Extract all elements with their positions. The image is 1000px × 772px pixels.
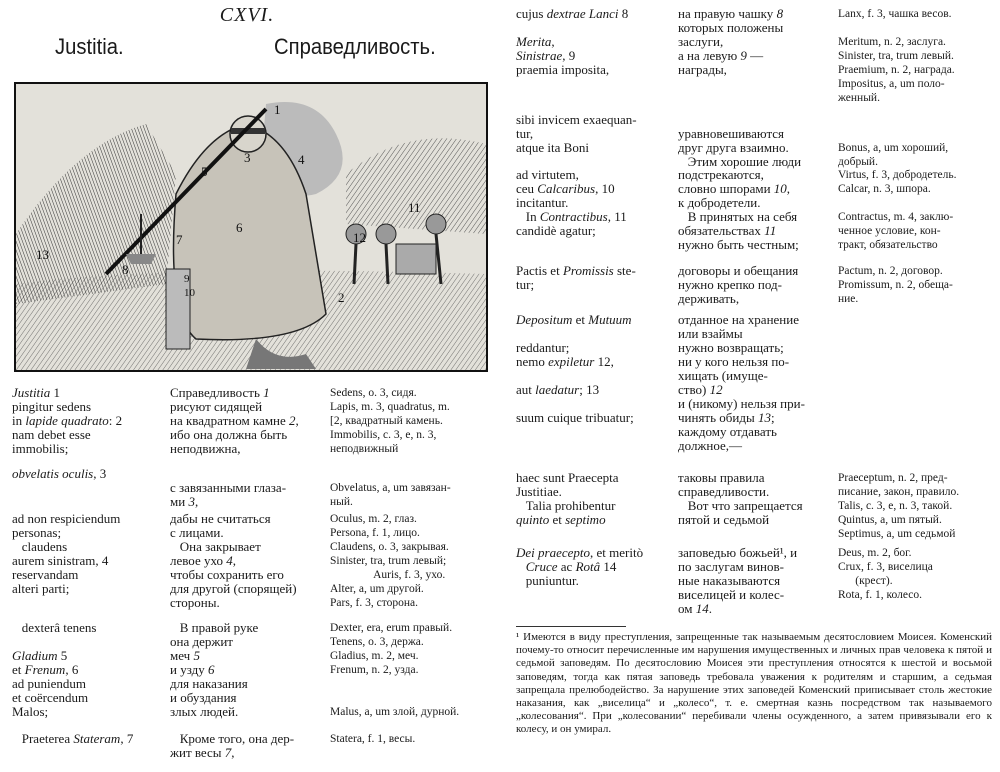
text-line: стороны. <box>170 595 220 610</box>
text-line: ные наказываются <box>678 573 781 588</box>
text-line: Rota, f. 1, колесо. <box>838 589 923 601</box>
text-line: чинять обиды 13; <box>678 410 775 425</box>
text-line: ибо она должна быть <box>170 427 288 442</box>
text-line: Frenum, n. 2, узда. <box>330 664 419 676</box>
text-line: ми 3, <box>170 494 199 509</box>
text-line <box>170 467 320 481</box>
left-gl-block <box>330 512 490 610</box>
text-line: personas; <box>12 525 62 540</box>
text-line <box>516 327 676 341</box>
text-line: aut laedatur; 13 <box>516 382 600 397</box>
right-rus-block <box>678 546 834 616</box>
text-line: Praeterea Stateram, 7 <box>12 731 134 746</box>
text-line: чтобы сохранить его <box>170 567 284 582</box>
text-line: Pactum, n. 2, договор. <box>838 265 943 277</box>
text-line: Praeceptum, n. 2, пред- <box>838 472 948 484</box>
text-line: ни у кого нельзя по- <box>678 354 790 369</box>
text-line: In Contractibus, 11 <box>516 209 627 224</box>
text-line: tur; <box>516 277 535 292</box>
text-line <box>838 21 998 35</box>
text-line: обязательствах 11 <box>678 223 777 238</box>
text-line: Statera, f. 1, весы. <box>330 733 416 745</box>
text-line: Этим хорошие люди <box>678 154 802 169</box>
text-line: Impositus, a, um поло- <box>838 78 945 90</box>
text-line: incitantur. <box>516 195 569 210</box>
text-line: подстрекаются, <box>678 167 764 182</box>
text-line: по заслугам винов- <box>678 559 784 574</box>
text-line: пятой и седьмой <box>678 512 770 527</box>
engraving-label: 1 <box>274 102 281 117</box>
text-line: держивать, <box>678 291 740 306</box>
text-line: Justitiae. <box>516 484 562 499</box>
right-lat-block <box>516 264 676 292</box>
text-line: Septimus, a, um седьмой <box>838 528 956 540</box>
text-line: отданное на хранение <box>678 312 799 327</box>
text-line: Claudens, o. 3, закрывая. <box>330 541 449 553</box>
text-line: ство) 12 <box>678 382 723 397</box>
text-line: dexterâ tenens <box>12 620 97 635</box>
engraving-label: 12 <box>353 230 366 245</box>
text-line: quinto et septimo <box>516 512 606 527</box>
left-rus-block <box>170 467 320 509</box>
text-line: с завязанными глаза- <box>170 480 287 495</box>
text-line: нужно возвращать; <box>678 340 784 355</box>
text-line <box>330 467 490 481</box>
text-line: Pars, f. 3, сторона. <box>330 597 418 609</box>
text-line: Вот что запрещается <box>678 498 803 513</box>
text-line: левое ухо 4, <box>170 553 236 568</box>
text-line: cujus dextrae Lanci 8 <box>516 6 629 21</box>
text-line: с лицами. <box>170 525 224 540</box>
text-line: Crux, f. 3, виселица <box>838 561 933 573</box>
text-line: Talia prohibentur <box>516 498 616 513</box>
right-gl-block <box>838 168 998 252</box>
text-line: или взаймы <box>678 326 743 341</box>
text-line: nemo expiletur 12, <box>516 354 614 369</box>
text-line: [2, квадратный камень. <box>330 415 443 427</box>
engraving-label: 7 <box>176 232 183 247</box>
text-line: ом 14. <box>678 601 712 616</box>
text-line: нужно быть честным; <box>678 237 799 252</box>
text-line: alteri parti; <box>12 581 70 596</box>
text-line: жит весы 7, <box>170 745 235 760</box>
engraving-label: 5 <box>201 164 208 179</box>
text-line: Dexter, era, erum правый. <box>330 622 453 634</box>
text-line: Tenens, o. 3, держа. <box>330 636 424 648</box>
text-line: а на левую 9 — <box>678 48 764 63</box>
text-line: заповедью божьей¹, и <box>678 545 798 560</box>
left-gl-block <box>330 621 490 719</box>
text-line: виселицей и колес- <box>678 587 785 602</box>
text-line: ad non respiciendum <box>12 511 121 526</box>
text-line <box>838 196 998 210</box>
text-line: praemia imposita, <box>516 62 610 77</box>
text-line <box>330 677 490 691</box>
text-line: рисуют сидящей <box>170 399 263 414</box>
text-line <box>516 397 676 411</box>
text-line: неподвижный <box>330 443 399 455</box>
right-lat-block <box>516 313 676 425</box>
text-line: Она закрывает <box>170 539 261 554</box>
engraving-label: 8 <box>122 262 129 277</box>
right-lat-block <box>516 546 676 588</box>
text-line: tur, <box>516 126 534 141</box>
text-line: et coërcendum <box>12 690 89 705</box>
text-line: добрый. <box>838 156 878 168</box>
text-line: Auris, f. 3, ухо. <box>330 569 446 581</box>
text-line: и обуздания <box>170 690 237 705</box>
text-line: Sinister, tra, trum левый; <box>330 555 447 567</box>
left-lat-block <box>12 386 162 456</box>
text-line: для другой (спорящей) <box>170 581 297 596</box>
right-rus-block <box>678 471 834 527</box>
text-line: неподвижна, <box>170 441 241 456</box>
engraving-label: 11 <box>408 200 421 215</box>
right-rus-block <box>678 113 834 169</box>
text-line: ный. <box>330 496 353 508</box>
engraving-label: 10 <box>184 287 195 299</box>
right-gl-block <box>838 264 998 306</box>
text-line: Malus, a, um злой, дурной. <box>330 706 460 718</box>
text-line: sibi invicem exaequan- <box>516 112 637 127</box>
right-lat-block <box>516 168 676 238</box>
text-line: Virtus, f. 3, добродетель. <box>838 169 957 181</box>
text-line: нужно крепко под- <box>678 277 782 292</box>
text-line: В принятых на себя <box>678 209 798 224</box>
text-line: Sinister, tra, trum левый. <box>838 50 954 62</box>
text-line: заслуги, <box>678 34 724 49</box>
text-line: Deus, m. 2, бог. <box>838 547 912 559</box>
text-line: Sinistrae, 9 <box>516 48 576 63</box>
text-line: claudens <box>12 539 68 554</box>
text-line: к добродетели. <box>678 195 761 210</box>
text-line: и узду 6 <box>170 662 215 677</box>
text-line: должное,— <box>678 438 743 453</box>
text-line: каждому отдавать <box>678 424 777 439</box>
text-line: В правой руке <box>170 620 259 635</box>
text-line: Oculus, m. 2, глаз. <box>330 513 417 525</box>
text-line: дабы не считаться <box>170 511 271 526</box>
text-line <box>12 635 162 649</box>
text-line: уравновешиваются <box>678 126 785 141</box>
text-line: хищать (имуще- <box>678 368 768 383</box>
text-line: справедливости. <box>678 484 770 499</box>
text-line: женный. <box>838 92 880 104</box>
text-line: Alter, a, um другой. <box>330 583 424 595</box>
text-line: злых людей. <box>170 704 239 719</box>
text-line: Obvelatus, a, um завязан- <box>330 482 451 494</box>
engraving-label: 4 <box>298 152 305 167</box>
text-line: Persona, f. 1, лицо. <box>330 527 420 539</box>
text-line: Lanx, f. 3, чашка весов. <box>838 8 952 20</box>
text-line: immobilis; <box>12 441 69 456</box>
left-gl-block <box>330 467 490 509</box>
text-line: договоры и обещания <box>678 263 799 278</box>
left-lat-block <box>12 732 162 746</box>
right-rus-block <box>678 7 834 77</box>
text-line: Praemium, n. 2, награда. <box>838 64 955 76</box>
text-line <box>516 21 676 35</box>
text-line: Dei praecepto, et meritò <box>516 545 644 560</box>
text-line: ние. <box>838 293 859 305</box>
text-line: ad virtutem, <box>516 167 579 182</box>
text-line: на правую чашку 8 <box>678 6 784 21</box>
text-line: Malos; <box>12 704 49 719</box>
text-line: Calcar, n. 3, шпора. <box>838 183 931 195</box>
left-rus-block <box>170 621 320 719</box>
left-rus-block <box>170 732 320 760</box>
text-line: ченное условие, кон- <box>838 225 941 237</box>
engraving-label: 2 <box>338 290 345 305</box>
engraving-label: 3 <box>244 150 251 165</box>
right-lat-block <box>516 113 676 155</box>
text-line: писание, закон, правило. <box>838 486 960 498</box>
text-line: ceu Calcaribus, 10 <box>516 181 615 196</box>
text-line: reservandam <box>12 567 79 582</box>
text-line: Gladius, m. 2, меч. <box>330 650 419 662</box>
text-line: atque ita Boni <box>516 140 589 155</box>
text-line: Кроме того, она дер- <box>170 731 295 746</box>
right-gl-block <box>838 546 998 602</box>
text-line: candidè agatur; <box>516 223 596 238</box>
left-rus-block <box>170 512 320 610</box>
text-line: Bonus, a, um хороший, <box>838 142 949 154</box>
text-line: на квадратном камне 2, <box>170 413 299 428</box>
text-line: Justitia 1 <box>12 385 61 400</box>
text-line: Meritum, n. 2, заслуга. <box>838 36 946 48</box>
right-lat-block <box>516 7 676 77</box>
left-lat-block <box>12 512 162 596</box>
right-gl-block <box>838 471 998 541</box>
text-line <box>838 127 998 141</box>
text-line <box>330 691 490 705</box>
left-gl-block <box>330 732 490 746</box>
text-line: таковы правила <box>678 470 765 485</box>
text-line: Depositum et Mutuum <box>516 312 632 327</box>
text-line: Cruce ac Rotâ 14 <box>525 559 617 574</box>
text-line: Talis, c. 3, e, n. 3, такой. <box>838 500 953 512</box>
text-line: et Frenum, 6 <box>12 662 79 677</box>
right-lat-block <box>516 471 676 527</box>
text-line: obvelatis oculis, 3 <box>12 466 107 481</box>
left-rus-block <box>170 386 320 456</box>
right-gl-block <box>838 113 998 169</box>
text-line: тракт, обязательство <box>838 239 938 251</box>
right-rus-block <box>678 168 834 252</box>
title-russian: Справедливость. <box>274 34 436 59</box>
text-line: in lapide quadrato: 2 <box>12 413 123 428</box>
text-line: nam debet esse <box>12 427 91 442</box>
right-gl-block <box>838 7 998 105</box>
text-line: ad puniendum <box>12 676 87 691</box>
engraving-label: 13 <box>36 247 49 262</box>
text-line <box>838 113 998 127</box>
title-latin: Justitia. <box>55 34 124 59</box>
justice-engraving <box>14 82 488 372</box>
text-line: aurem sinistram, 4 <box>12 553 109 568</box>
text-line: Immobilis, c. 3, e, n. 3, <box>330 429 437 441</box>
text-line: словно шпорами 10, <box>678 181 791 196</box>
text-line: которых положены <box>678 20 784 35</box>
engraving-label: 9 <box>184 273 190 285</box>
text-line: меч 5 <box>170 648 200 663</box>
text-line: для наказания <box>170 676 248 691</box>
text-line <box>516 369 676 383</box>
text-line: reddantur; <box>516 340 570 355</box>
left-lat-block <box>12 467 162 481</box>
text-line: puniuntur. <box>516 573 579 588</box>
page-number: CXVI. <box>219 4 275 26</box>
text-line <box>678 113 834 127</box>
text-line: suum cuique tribuatur; <box>516 410 634 425</box>
right-rus-block <box>678 313 834 453</box>
left-gl-block <box>330 386 490 456</box>
footnote: ¹ Имеются в виду преступления, запрещенные так называемым десятословием Моисея. Коменский почему-то относит перечисленные им нарушения имущественных и личных прав человека к пятой и седьмой заповедям. По десятословию Моисея эти преступления относятся к шестой и восьмой заповедям, тогда как пятая заповедь требовала уважения к родителям и старшим, а седьмая запрещала прелюбодейство. За нарушение этих заповедей Коменский приписывает столь жестокие наказания, как „виселица“ и „колесо“, т. е. смертная казнь посредством так называемого „колесования“. При „колесовании“ перебивали члены осужденного, а затем привязывали его к колесу, и он умирал. <box>516 631 992 736</box>
text-line: Promissum, n. 2, обеща- <box>838 279 953 291</box>
text-line: награды, <box>678 62 727 77</box>
right-rus-block <box>678 264 834 306</box>
footnote-rule <box>516 626 626 627</box>
text-line: haec sunt Praecepta <box>516 470 619 485</box>
left-lat-block <box>12 621 162 719</box>
text-line: и (никому) нельзя при- <box>678 396 805 411</box>
text-line: Sedens, o. 3, сидя. <box>330 387 417 399</box>
text-line: друг друга взаимно. <box>678 140 789 155</box>
text-line: Quintus, a, um пятый. <box>838 514 942 526</box>
text-line: Справедливость 1 <box>170 385 270 400</box>
text-line: (крест). <box>838 575 893 587</box>
text-line: Contractus, m. 4, заклю- <box>838 211 954 223</box>
text-line: Merita, <box>516 34 555 49</box>
engraving-label: 6 <box>236 220 243 235</box>
text-line: Lapis, m. 3, quadratus, m. <box>330 401 450 413</box>
text-line: она держит <box>170 634 233 649</box>
text-line: Gladium 5 <box>12 648 68 663</box>
text-line: Pactis et Promissis ste- <box>516 263 636 278</box>
text-line: pingitur sedens <box>12 399 92 414</box>
